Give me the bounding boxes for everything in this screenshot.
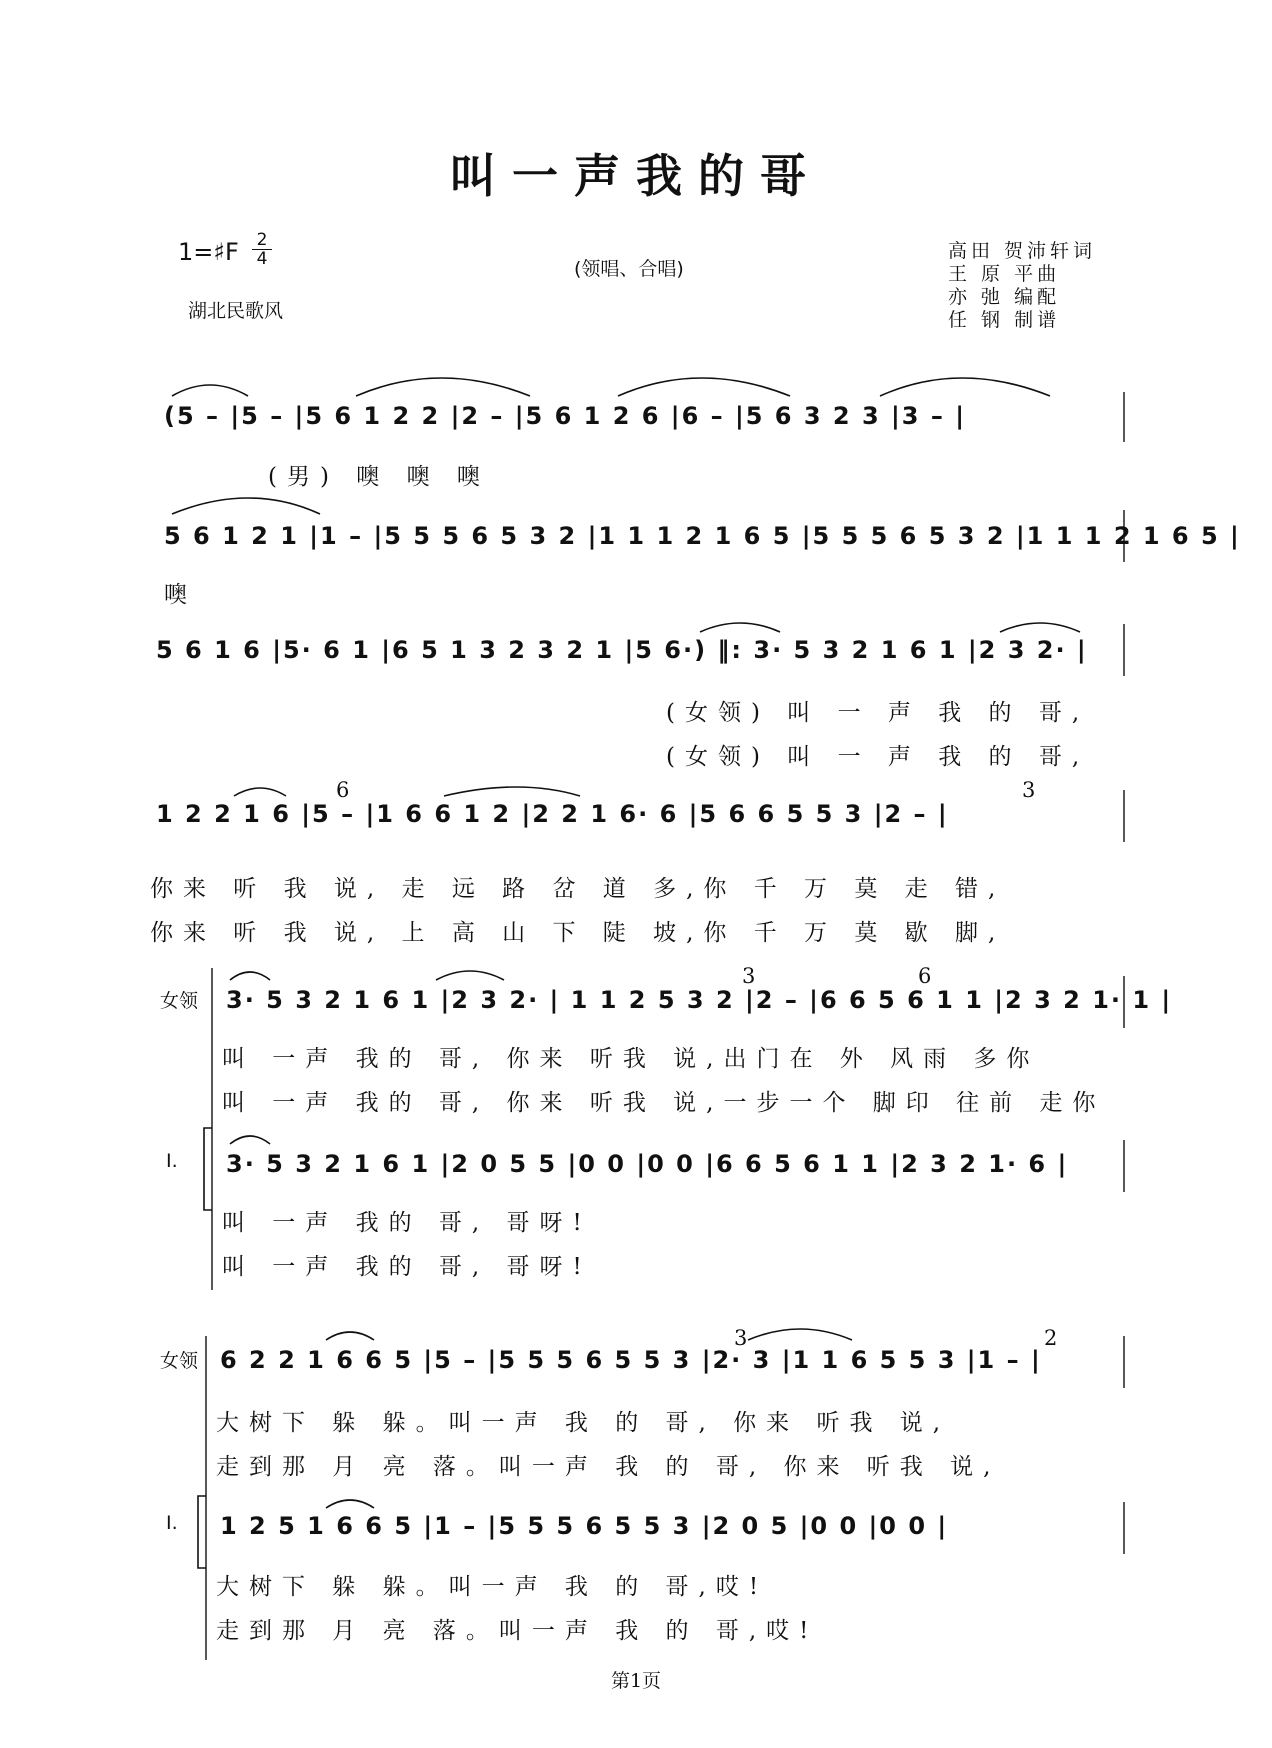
- lyrics-line-2: 噢: [164, 582, 197, 608]
- notation-line-3: 5 6 1 6 |5· 6 1 |6 5 1 3 2 3 2 1 |5 6·) ‖: 3· 5 3 2 1 6 1 |2 3 2· |: [156, 636, 1088, 664]
- ornament-number: 6: [918, 964, 932, 988]
- style-note: 湖北民歌风: [188, 300, 284, 322]
- slur: [700, 623, 780, 632]
- ornament-number: 3: [734, 1326, 748, 1350]
- lyrics-line-3b: (女领) 叫 一 声 我 的 哥,: [666, 744, 1090, 770]
- lyrics-line-8a: 大树下 躲 躲。叫一声 我 的 哥,哎!: [216, 1574, 769, 1600]
- lyrics-line-5a: 叫 一声 我的 哥, 你来 听我 说,出门在 外 风雨 多你: [222, 1046, 1040, 1072]
- page-number: 第1页: [610, 1670, 662, 1692]
- slur: [880, 378, 1050, 396]
- slur: [748, 1329, 852, 1340]
- notation-line-8: 1 2 5 1 6 6 5 |1 – |5 5 5 6 5 5 3 |2 0 5 |0 0 |0 0 |: [220, 1512, 949, 1540]
- credit-composer: 王 原 平曲: [948, 263, 1061, 285]
- notation-line-1: (5 – |5 – |5 6 1 2 2 |2 – |5 6 1 2 6 |6 – |5 6 3 2 3 |3 – |: [164, 402, 966, 430]
- ornament-number: 3: [1022, 778, 1036, 802]
- credit-arranger: 亦 弛 编配: [948, 286, 1061, 308]
- slur: [444, 787, 580, 796]
- page-title: 叫一声我的哥: [450, 149, 822, 203]
- lyrics-line-5b: 叫 一声 我的 哥, 你来 听我 说,一步一个 脚印 往前 走你: [222, 1090, 1106, 1116]
- lyrics-line-1: (男) 噢 噢 噢: [268, 464, 490, 490]
- lyrics-line-4a: 你来 听 我 说, 走 远 路 岔 道 多,你 千 万 莫 走 错,: [150, 876, 1006, 902]
- lyrics-line-6b: 叫 一声 我的 哥, 哥呀!: [222, 1254, 592, 1280]
- time-signature-bottom: 4: [256, 249, 268, 269]
- lyrics-line-7a: 大树下 躲 躲。叫一声 我 的 哥, 你来 听我 说,: [216, 1410, 951, 1436]
- lyrics-line-8b: 走到那 月 亮 落。叫一声 我 的 哥,哎!: [216, 1618, 819, 1644]
- ornament-number: 6: [336, 778, 350, 802]
- notation-line-7: 6 2 2 1 6 6 5 |5 – |5 5 5 6 5 5 3 |2· 3 |1 1 6 5 5 3 |1 – |: [220, 1346, 1042, 1374]
- notation-line-2: 5 6 1 2 1 |1 – |5 5 5 6 5 3 2 |1 1 1 2 1 6 5 |5 5 5 6 5 3 2 |1 1 1 2 1 6 5 |: [164, 522, 1241, 550]
- performance-note: (领唱、合唱): [574, 258, 684, 280]
- system-bracket: [204, 1128, 212, 1210]
- ornament-number: 2: [1044, 1326, 1058, 1350]
- lyrics-line-7b: 走到那 月 亮 落。叫一声 我 的 哥, 你来 听我 说,: [216, 1454, 1001, 1480]
- slur: [230, 972, 270, 980]
- part-label-choir-2: I.: [166, 1512, 178, 1534]
- slur: [326, 1500, 374, 1508]
- key-signature: 1=♯F: [178, 238, 239, 266]
- slur: [436, 971, 504, 980]
- ornament-number: 3: [742, 964, 756, 988]
- slur: [1000, 623, 1080, 632]
- slur: [172, 498, 320, 514]
- notation-line-5: 3· 5 3 2 1 6 1 |2 3 2· | 1 1 2 5 3 2 |2 – |6 6 5 6 1 1 |2 3 2 1· 1 |: [226, 986, 1173, 1014]
- slur: [230, 1136, 270, 1144]
- system-bracket: [198, 1496, 206, 1568]
- time-signature-top: 2: [256, 230, 268, 250]
- part-label-female-lead-2: 女领: [160, 1350, 199, 1372]
- credit-engraver: 任 钢 制谱: [948, 309, 1061, 331]
- lyrics-line-6a: 叫 一声 我的 哥, 哥呀!: [222, 1210, 592, 1236]
- lyrics-line-4b: 你来 听 我 说, 上 高 山 下 陡 坡,你 千 万 莫 歇 脚,: [150, 920, 1006, 946]
- slur: [234, 788, 286, 796]
- notation-line-4: 1 2 2 1 6 |5 – |1 6 6 1 2 |2 2 1 6· 6 |5 6 6 5 5 3 |2 – |: [156, 800, 949, 828]
- notation-line-6: 3· 5 3 2 1 6 1 |2 0 5 5 |0 0 |0 0 |6 6 5 6 1 1 |2 3 2 1· 6 |: [226, 1150, 1069, 1178]
- slur: [618, 378, 790, 396]
- slur: [172, 385, 248, 396]
- slur: [326, 1332, 374, 1340]
- part-label-female-lead-1: 女领: [160, 990, 199, 1012]
- slur: [356, 378, 530, 396]
- part-label-choir-1: I.: [166, 1150, 178, 1172]
- lyrics-line-3a: (女领) 叫 一 声 我 的 哥,: [666, 700, 1090, 726]
- credit-lyricist: 高田 贺沛轩词: [948, 240, 1097, 262]
